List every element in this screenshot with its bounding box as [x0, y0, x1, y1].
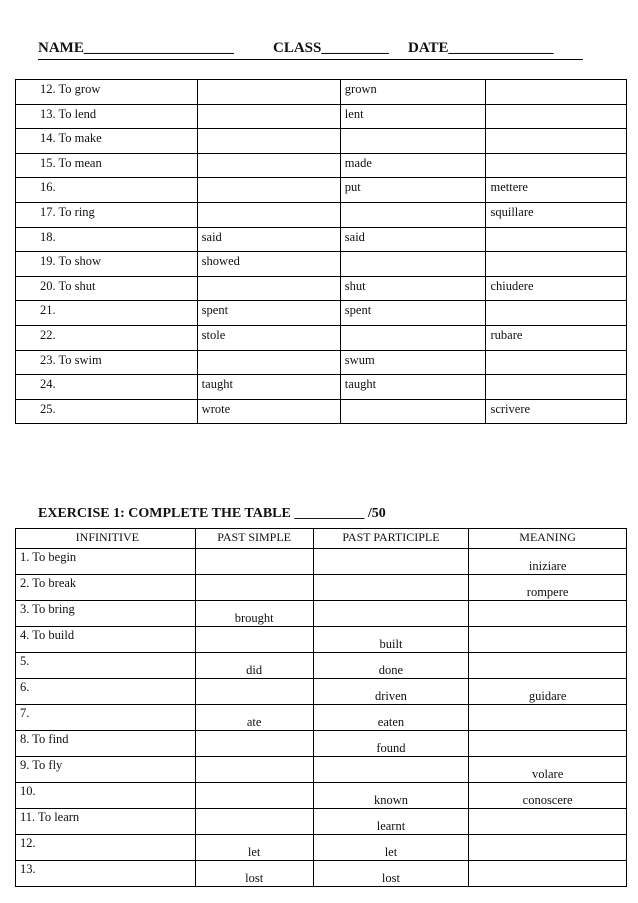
table-cell [469, 549, 627, 575]
table-cell: 13. [16, 861, 196, 887]
table-row [16, 325, 627, 350]
table-cell [195, 601, 313, 627]
cell-text: learnt [376, 819, 406, 833]
table-cell [197, 202, 340, 227]
cell-text: iniziare [528, 559, 567, 573]
table-cell: 5. [16, 653, 196, 679]
table-cell: 16. [16, 178, 198, 203]
table-cell: 18. [16, 227, 198, 252]
table-cell [469, 653, 627, 679]
table-cell: rubare [486, 325, 627, 350]
table-cell [313, 783, 469, 809]
table-cell [197, 350, 340, 375]
table-row [16, 809, 627, 835]
column-header: PAST PARTICIPLE [313, 529, 469, 549]
table-cell [486, 80, 627, 105]
table-cell: swum [340, 350, 486, 375]
date-field-label: DATE______________ [408, 40, 554, 56]
table-cell: made [340, 153, 486, 178]
table-header-row [16, 529, 627, 549]
table-row [16, 399, 627, 424]
table-cell [313, 601, 469, 627]
class-field-label: CLASS_________ [273, 40, 389, 56]
table-cell: spent [340, 301, 486, 326]
cell-text: lost [245, 871, 264, 885]
table-cell [313, 653, 469, 679]
table-cell: 14. To make [16, 129, 198, 154]
cell-text: volare [532, 767, 564, 781]
table-cell: 11. To learn [16, 809, 196, 835]
cell-text: let [247, 845, 261, 859]
table-cell [340, 399, 486, 424]
table-cell [313, 549, 469, 575]
table-cell: 4. To build [16, 627, 196, 653]
table-cell [469, 601, 627, 627]
cell-text: done [378, 663, 404, 677]
exercise-table [15, 528, 627, 887]
table-cell: 22. [16, 325, 198, 350]
cell-text: built [379, 637, 403, 651]
table-cell [195, 731, 313, 757]
table-cell: shut [340, 276, 486, 301]
table-cell [469, 861, 627, 887]
table-row [16, 835, 627, 861]
table-cell [197, 153, 340, 178]
table-cell [313, 809, 469, 835]
table-cell: 24. [16, 375, 198, 400]
table-cell [469, 731, 627, 757]
table-cell [197, 104, 340, 129]
table-cell [195, 809, 313, 835]
table-cell: wrote [197, 399, 340, 424]
table-cell [340, 202, 486, 227]
table-row [16, 705, 627, 731]
table-cell [486, 129, 627, 154]
table-cell: 10. [16, 783, 196, 809]
table-cell: scrivere [486, 399, 627, 424]
table-cell: 21. [16, 301, 198, 326]
table-cell: 12. To grow [16, 80, 198, 105]
table-cell [197, 276, 340, 301]
column-header: INFINITIVE [16, 529, 196, 549]
column-header: PAST SIMPLE [195, 529, 313, 549]
cell-text: conoscere [522, 793, 573, 807]
table-cell [486, 227, 627, 252]
table-cell: spent [197, 301, 340, 326]
table-cell: mettere [486, 178, 627, 203]
table-row [16, 104, 627, 129]
table-row [16, 129, 627, 154]
table-cell: 3. To bring [16, 601, 196, 627]
cell-text: guidare [528, 689, 567, 703]
cell-text: eaten [377, 715, 405, 729]
table-cell [469, 835, 627, 861]
cell-text: lost [381, 871, 400, 885]
table-row [16, 227, 627, 252]
table-cell [469, 757, 627, 783]
table-row [16, 861, 627, 887]
table-cell: 12. [16, 835, 196, 861]
table-cell [486, 301, 627, 326]
table-row [16, 627, 627, 653]
table-cell [197, 178, 340, 203]
column-header: MEANING [469, 529, 627, 549]
table-cell [197, 129, 340, 154]
table-cell [313, 575, 469, 601]
table-cell: 9. To fly [16, 757, 196, 783]
table-cell [195, 653, 313, 679]
table-cell: stole [197, 325, 340, 350]
table-cell: 8. To find [16, 731, 196, 757]
table-cell [486, 153, 627, 178]
table-cell: lent [340, 104, 486, 129]
cell-text: rompere [526, 585, 569, 599]
cell-text: driven [374, 689, 407, 703]
table-row [16, 549, 627, 575]
table-cell [313, 757, 469, 783]
table-cell [469, 575, 627, 601]
table-cell [195, 835, 313, 861]
table-cell: 7. [16, 705, 196, 731]
table-cell: said [197, 227, 340, 252]
table-cell: taught [197, 375, 340, 400]
table-cell: 13. To lend [16, 104, 198, 129]
table-row [16, 350, 627, 375]
table-cell: 15. To mean [16, 153, 198, 178]
table-row [16, 757, 627, 783]
table-row [16, 679, 627, 705]
table-cell [486, 104, 627, 129]
table-row [16, 252, 627, 277]
table-row [16, 153, 627, 178]
table-cell [469, 679, 627, 705]
table-cell [469, 627, 627, 653]
table-row [16, 178, 627, 203]
table-cell: grown [340, 80, 486, 105]
table-cell: 1. To begin [16, 549, 196, 575]
table-row [16, 575, 627, 601]
worksheet-header [38, 40, 583, 60]
table-cell [195, 575, 313, 601]
table-cell: said [340, 227, 486, 252]
name-field-label: NAME____________________ [38, 40, 234, 56]
table-row [16, 375, 627, 400]
table-cell [469, 705, 627, 731]
table-row [16, 601, 627, 627]
irregular-verbs-table-continued [15, 79, 627, 424]
table-cell [486, 375, 627, 400]
table-row [16, 783, 627, 809]
table-cell: 2. To break [16, 575, 196, 601]
table-cell [469, 809, 627, 835]
table-cell: 23. To swim [16, 350, 198, 375]
table-cell [313, 627, 469, 653]
cell-text: did [246, 663, 263, 677]
table-row [16, 276, 627, 301]
table-cell [197, 80, 340, 105]
cell-text: let [384, 845, 398, 859]
table-cell [340, 325, 486, 350]
table-cell: put [340, 178, 486, 203]
table-cell [195, 861, 313, 887]
cell-text: ate [246, 715, 262, 729]
table-cell: 25. [16, 399, 198, 424]
table-cell [340, 252, 486, 277]
table-cell [195, 679, 313, 705]
cell-text: known [373, 793, 408, 807]
table-cell: squillare [486, 202, 627, 227]
table-cell [469, 783, 627, 809]
table-cell [195, 705, 313, 731]
table-row [16, 202, 627, 227]
table-row [16, 301, 627, 326]
table-cell [313, 705, 469, 731]
cell-text: brought [234, 611, 274, 625]
table-cell [195, 757, 313, 783]
exercise-title: EXERCISE 1: COMPLETE THE TABLE __________ /50 [38, 506, 386, 521]
table-cell [313, 679, 469, 705]
cell-text: found [376, 741, 406, 755]
table-cell: 20. To shut [16, 276, 198, 301]
table-cell: 19. To show [16, 252, 198, 277]
table-cell [313, 861, 469, 887]
table-row [16, 731, 627, 757]
table-cell [486, 350, 627, 375]
table-cell [195, 627, 313, 653]
table-cell: showed [197, 252, 340, 277]
table-cell: 17. To ring [16, 202, 198, 227]
table-row [16, 653, 627, 679]
table-cell [195, 549, 313, 575]
table-cell [486, 252, 627, 277]
table-cell: 6. [16, 679, 196, 705]
table-cell [195, 783, 313, 809]
table-cell [313, 731, 469, 757]
table-row [16, 80, 627, 105]
table-cell: taught [340, 375, 486, 400]
table-cell: chiudere [486, 276, 627, 301]
table-cell [313, 835, 469, 861]
table-cell [340, 129, 486, 154]
